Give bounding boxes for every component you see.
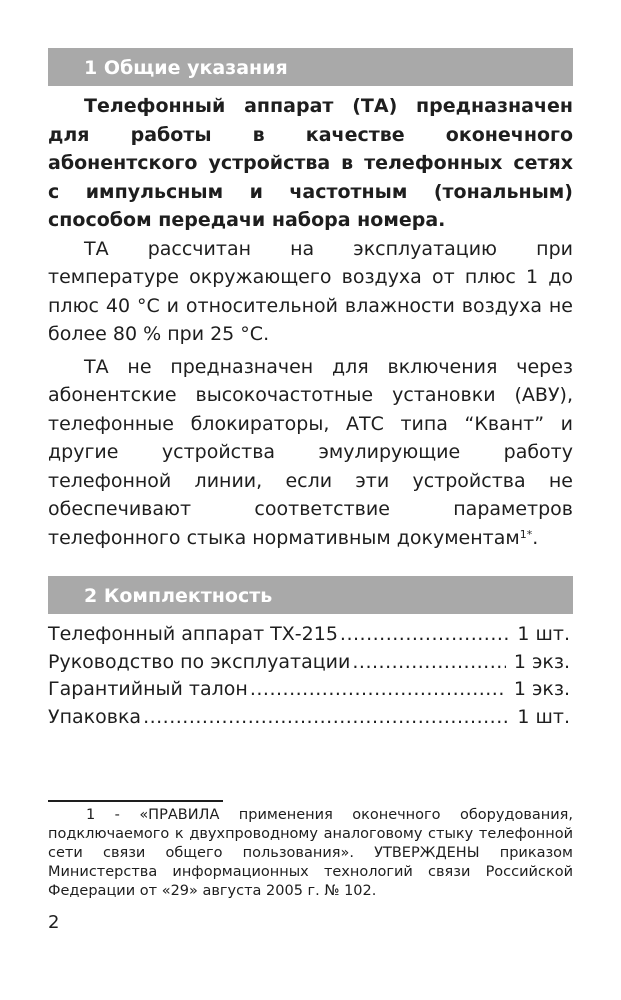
paragraph-restrictions-text: ТА не предназначен для включения через абонентские высокочастотные установки (АВУ), телефонные блокираторы, АТС типа “Квант” и другие устройства эмулирующие работу телефонной линии, если эти устройства не обеспечивают соответствие параметров телефонного стыка нормативным документам <box>48 355 573 549</box>
paragraph-purpose: Телефонный аппарат (ТА) предназначен для работы в качестве оконечного абонентского устройства в телефонных сетях с импульсным и частотным (тональным) способом передачи набора номера. <box>48 95 573 231</box>
page-content <box>48 48 573 731</box>
leader-dots <box>143 704 509 732</box>
page-number: 2 <box>48 912 60 933</box>
kit-item <box>48 649 570 677</box>
leader-dots <box>352 649 505 677</box>
paragraph-operating-conditions: ТА рассчитан на эксплуатацию при температуре окружающего воздуха от плюс 1 до плюс 40 °С и относительной влажности воздуха не более 80 % при 25 °С. <box>48 237 573 345</box>
kit-item-quantity: 1 шт. <box>517 623 570 645</box>
kit-item <box>48 676 570 704</box>
kit-item-name: Телефонный аппарат ТХ-215 <box>48 623 338 645</box>
kit-item-quantity: 1 экз. <box>513 650 570 673</box>
paragraph-restrictions <box>48 353 573 553</box>
section-1-header <box>48 48 573 86</box>
kit-item-name: Упаковка <box>48 705 142 728</box>
kit-item-name: Гарантийный талон <box>48 678 248 700</box>
footnote-reference: 1* <box>519 527 533 541</box>
leader-dots <box>250 676 506 704</box>
kit-item-quantity: 1 экз. <box>513 678 570 700</box>
kit-item <box>48 704 570 732</box>
kit-item <box>48 621 570 649</box>
kit-item-quantity: 1 шт. <box>517 705 570 728</box>
footnote-text: 1 - «ПРАВИЛА применения оконечного оборудования, подключаемого к двухпроводному аналоговому стыку телефонной сети связи общего пользования». УТВЕРЖДЕНЫ приказом Министерства информационных технологий связи Российской Федерации от «29» августа 2005 г. № 102. <box>48 807 573 899</box>
section-2-title: 2 Комплектность <box>84 585 273 607</box>
kit-list <box>48 621 573 731</box>
kit-item-name: Руководство по эксплуатации <box>48 650 351 673</box>
section-2-header <box>48 576 573 614</box>
leader-dots <box>340 621 509 649</box>
footnote-divider <box>48 800 223 802</box>
paragraph-restrictions-end: . <box>532 526 539 549</box>
section-1-title: 1 Общие указания <box>84 57 288 79</box>
